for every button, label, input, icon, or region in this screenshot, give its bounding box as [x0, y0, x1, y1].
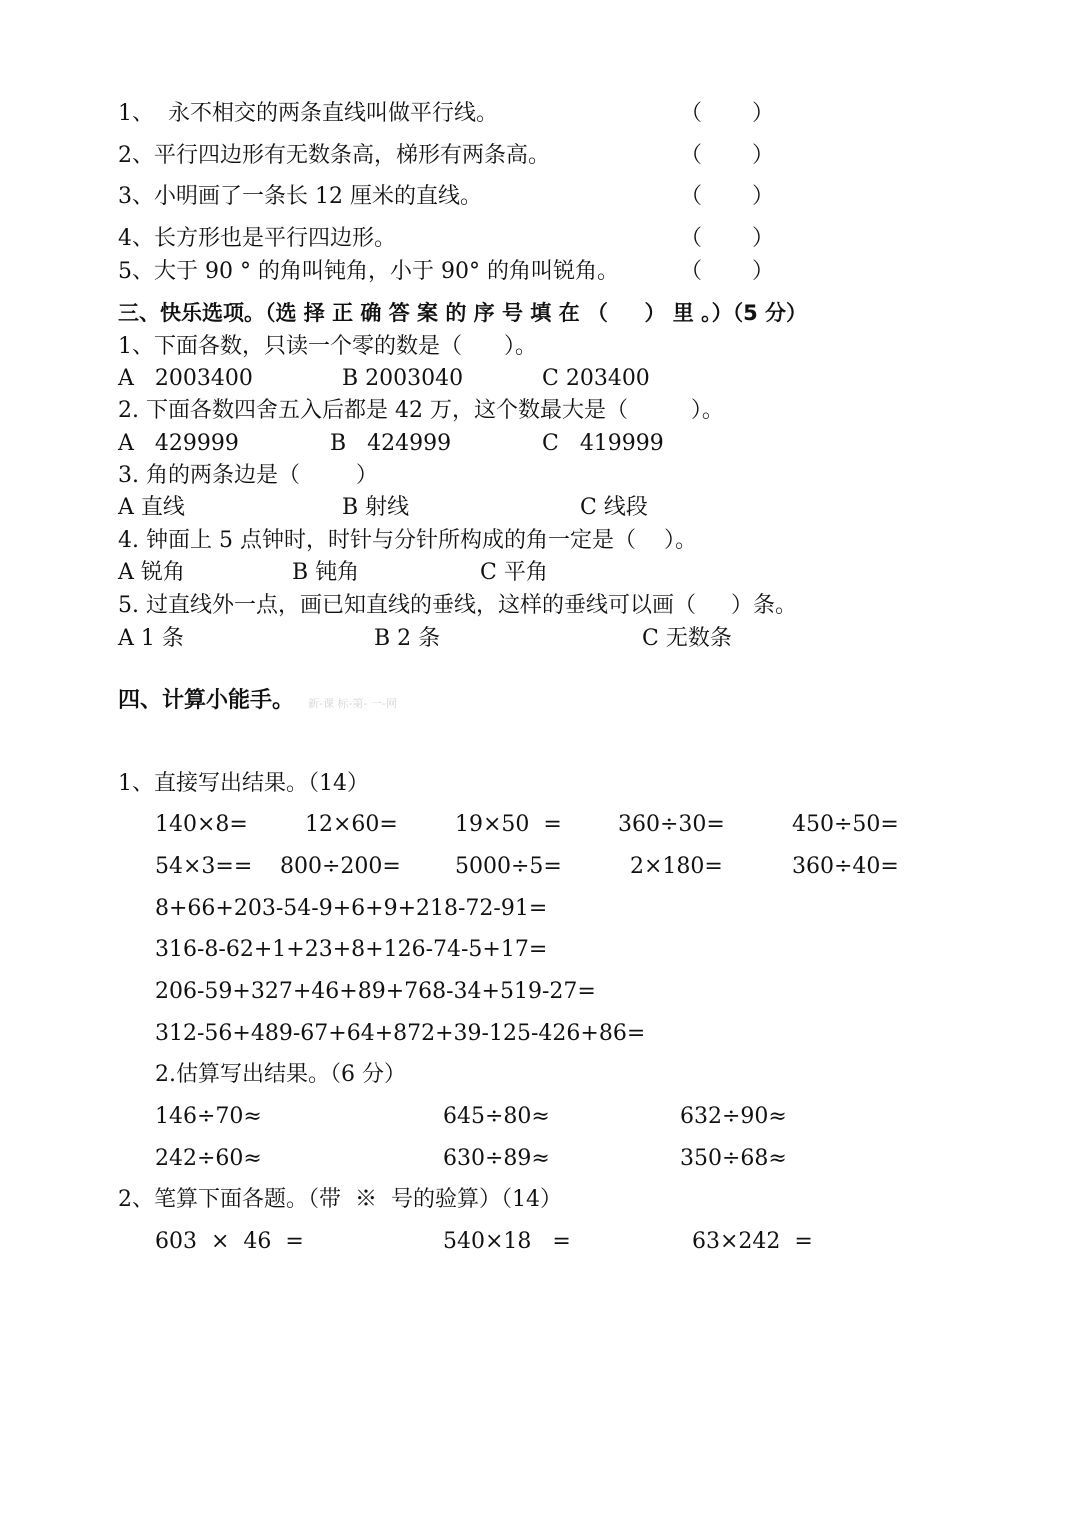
- choice-q1-option-a: A 2003400: [118, 366, 253, 391]
- calc-r1-c5: 450÷50=: [792, 812, 899, 837]
- answer-paren-1-close: ）: [752, 101, 775, 126]
- section4-title: [118, 687, 397, 718]
- sub1-title: 1、直接写出结果。（14）: [118, 771, 369, 796]
- calc-long-1: 8+66+203-54-9+6+9+218-72-91=: [155, 896, 548, 921]
- judge-item-5: 5、大于 90 ° 的角叫钝角，小于 90° 的角叫锐角。: [118, 259, 619, 284]
- section4-title-text: 四、计算小能手。: [118, 688, 295, 713]
- estimate-title: 2.估算写出结果。（6 分）: [155, 1062, 406, 1087]
- est-r2-c1: 242÷60≈: [155, 1146, 262, 1171]
- written-calc-2: 540×18 =: [443, 1229, 571, 1254]
- calc-r2-c5: 360÷40=: [792, 854, 899, 879]
- written-calc-1: 603 × 46 =: [155, 1229, 304, 1254]
- choice-q5-option-b: B 2 条: [374, 626, 441, 651]
- answer-paren-1-open: （: [680, 101, 703, 126]
- calc-r2-c3: 5000÷5=: [455, 854, 562, 879]
- answer-paren-5-close: ）: [752, 259, 775, 284]
- choice-q2-option-c: C 419999: [542, 431, 664, 456]
- est-r1-c3: 632÷90≈: [680, 1104, 787, 1129]
- est-r2-c2: 630÷89≈: [443, 1146, 550, 1171]
- answer-paren-3-open: （: [680, 184, 703, 209]
- choice-q1-option-b: B 2003040: [342, 366, 464, 391]
- answer-paren-5-open: （: [680, 259, 703, 284]
- sub2-title: 2、笔算下面各题。（带 ※ 号的验算）（14）: [118, 1187, 562, 1212]
- choice-q5-option-a: A 1 条: [118, 626, 184, 651]
- answer-paren-2-close: ）: [752, 143, 775, 168]
- calc-long-2: 316-8-62+1+23+8+126-74-5+17=: [155, 937, 548, 962]
- choice-q3-option-a: A 直线: [118, 495, 185, 520]
- answer-paren-2-open: （: [680, 143, 703, 168]
- choice-question-3: 3. 角的两条边是（ ）: [118, 463, 378, 488]
- calc-r1-c4: 360÷30=: [618, 812, 725, 837]
- answer-paren-4-close: ）: [752, 226, 775, 251]
- choice-q4-option-a: A 锐角: [118, 560, 185, 585]
- calc-r2-c4: 2×180=: [630, 854, 723, 879]
- calc-r1-c2: 12×60=: [305, 812, 398, 837]
- choice-q4-option-b: B 钝角: [292, 560, 360, 585]
- choice-q4-option-c: C 平角: [480, 560, 548, 585]
- choice-q5-option-c: C 无数条: [642, 626, 732, 651]
- choice-q3-option-c: C 线段: [580, 495, 648, 520]
- calc-r1-c3: 19×50 =: [455, 812, 562, 837]
- choice-q1-option-c: C 203400: [542, 366, 650, 391]
- choice-q2-option-b: B 424999: [330, 431, 452, 456]
- calc-r2-c2: 800÷200=: [280, 854, 401, 879]
- choice-question-5: 5. 过直线外一点，画已知直线的垂线，这样的垂线可以画（ ）条。: [118, 593, 797, 618]
- choice-q3-option-b: B 射线: [342, 495, 410, 520]
- watermark: 新-课 标-第- 一-网: [308, 697, 397, 710]
- calc-long-4: 312-56+489-67+64+872+39-125-426+86=: [155, 1021, 646, 1046]
- choice-q2-option-a: A 429999: [118, 431, 239, 456]
- calc-r1-c1: 140×8=: [155, 812, 248, 837]
- section3-title: 三、快乐选项。（选 择 正 确 答 案 的 序 号 填 在 （ ） 里 。）（5 分）: [118, 301, 808, 325]
- est-r2-c3: 350÷68≈: [680, 1146, 787, 1171]
- judge-item-1: 1、 永不相交的两条直线叫做平行线。: [118, 101, 498, 126]
- answer-paren-3-close: ）: [752, 184, 775, 209]
- est-r1-c1: 146÷70≈: [155, 1104, 262, 1129]
- choice-question-2: 2. 下面各数四舍五入后都是 42 万，这个数最大是（ ）。: [118, 398, 724, 423]
- est-r1-c2: 645÷80≈: [443, 1104, 550, 1129]
- calc-r2-c1: 54×3==: [155, 854, 253, 879]
- choice-question-1: 1、下面各数，只读一个零的数是（ ）。: [118, 334, 537, 359]
- choice-question-4: 4. 钟面上 5 点钟时，时针与分针所构成的角一定是（ ）。: [118, 528, 697, 553]
- judge-item-3: 3、小明画了一条长 12 厘米的直线。: [118, 184, 482, 209]
- judge-item-4: 4、长方形也是平行四边形。: [118, 226, 396, 251]
- calc-long-3: 206-59+327+46+89+768-34+519-27=: [155, 979, 596, 1004]
- answer-paren-4-open: （: [680, 226, 703, 251]
- written-calc-3: 63×242 =: [692, 1229, 813, 1254]
- judge-item-2: 2、平行四边形有无数条高，梯形有两条高。: [118, 143, 550, 168]
